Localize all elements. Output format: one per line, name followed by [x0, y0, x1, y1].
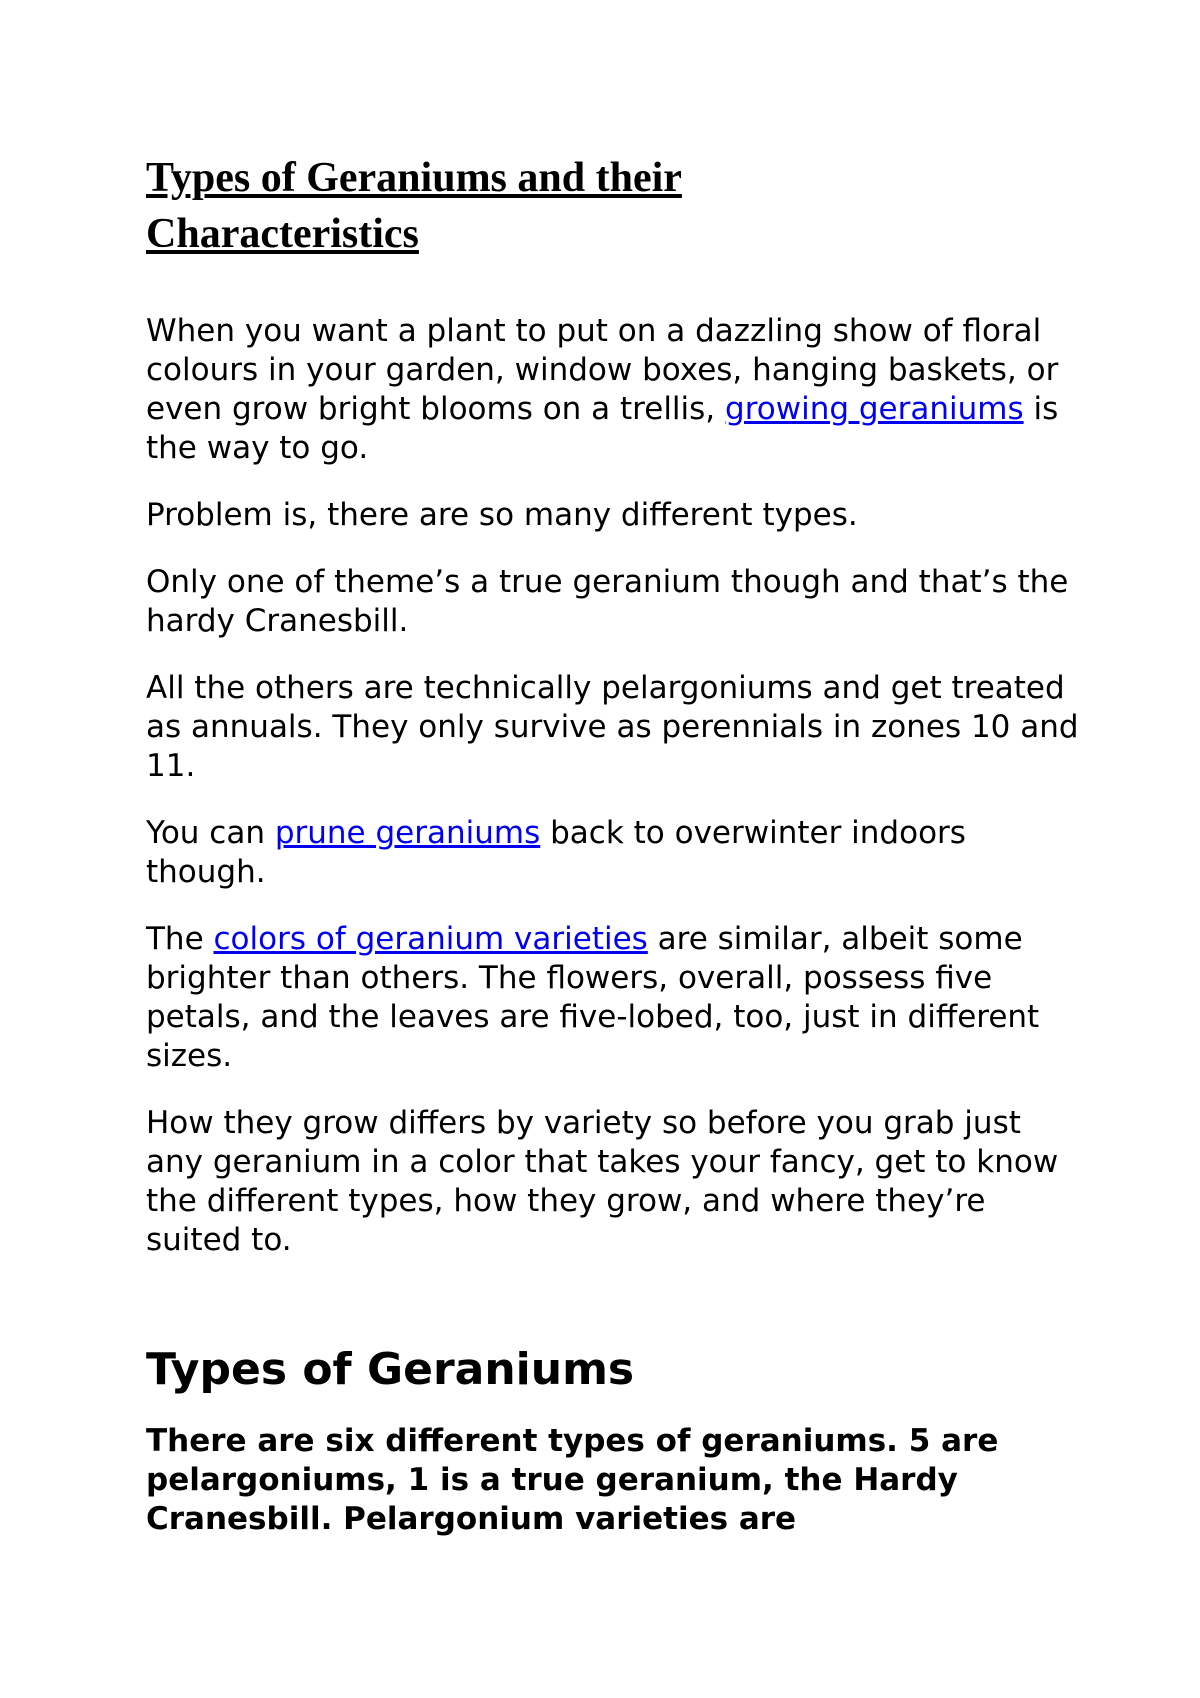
intro-paragraph	[146, 312, 1086, 468]
intro-text-after: is the way to go.	[146, 391, 1059, 466]
colors-paragraph	[146, 920, 1086, 1076]
document-page	[146, 150, 1086, 1539]
prune-text-before: You can	[146, 815, 275, 851]
problem-paragraph: Problem is, there are so many different types.	[146, 497, 858, 533]
six-types-paragraph: There are six different types of geraniums. 5 are pelargoniums, 1 is a true geranium, the Hardy Cranesbill. Pelargonium varieties are	[146, 1423, 999, 1537]
document-title: Types of Geraniums and their Characteristics	[146, 155, 682, 257]
colors-of-geranium-varieties-link[interactable]: colors of geranium varieties	[213, 921, 648, 957]
pelargoniums-paragraph: All the others are technically pelargoniums and get treated as annuals. They only survive as perennials in zones 10 and 11.	[146, 670, 1079, 784]
growth-paragraph: How they grow differs by variety so before you grab just any geranium in a color that takes your fancy, get to know the different types, how they grow, and where they’re suited to.	[146, 1105, 1059, 1258]
colors-text-before: The	[146, 921, 214, 957]
prune-text-after: back to overwinter indoors though.	[146, 815, 966, 890]
prune-geraniums-link[interactable]: prune geraniums	[274, 815, 541, 851]
colors-text-after: are similar, albeit some brighter than others. The flowers, overall, possess five petals, and the leaves are five-lobed, too, just in different sizes.	[146, 921, 1040, 1074]
true-geranium-paragraph: Only one of theme’s a true geranium though and that’s the hardy Cranesbill.	[146, 564, 1069, 639]
prune-paragraph	[146, 814, 1086, 892]
intro-text-before: When you want a plant to put on a dazzling show of floral colours in your garden, window boxes, hanging baskets, or even grow bright blooms on a trellis,	[146, 313, 1059, 427]
section-heading: Types of Geraniums	[146, 1344, 635, 1395]
growing-geraniums-link[interactable]: growing geraniums	[725, 391, 1024, 427]
